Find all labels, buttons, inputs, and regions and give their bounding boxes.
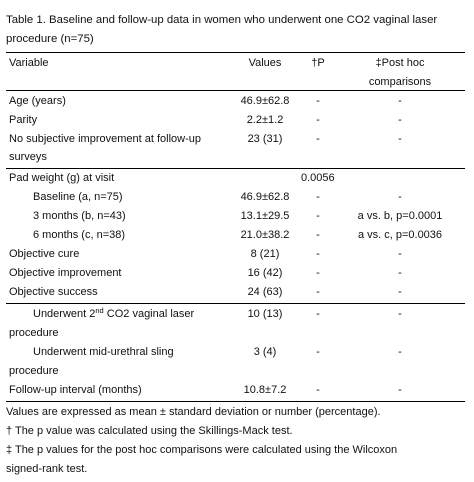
- row-pad-weight-label: Pad weight (g) at visit: [9, 172, 115, 184]
- row-sling-label-1: Underwent mid-urethral sling: [33, 346, 174, 358]
- row-age-label: Age (years): [9, 95, 66, 107]
- row-obj-improvement-posthoc: -: [398, 267, 402, 279]
- row-parity-label: Parity: [9, 114, 38, 126]
- row-6months-p: -: [316, 229, 320, 241]
- row-second-laser-label-2: procedure: [9, 327, 59, 339]
- row-obj-success-p: -: [316, 286, 320, 298]
- row-3months-posthoc: a vs. b, p=0.0001: [357, 210, 443, 222]
- row-age-p: -: [316, 95, 320, 107]
- row-obj-success-label: Objective success: [9, 286, 98, 298]
- row-followup-label: Follow-up interval (months): [9, 384, 142, 396]
- row-second-laser-value: 10 (13): [247, 308, 283, 320]
- row-obj-cure-value: 8 (21): [250, 248, 280, 260]
- row-followup-p: -: [316, 384, 320, 396]
- row-followup-value: 10.8±7.2: [243, 384, 287, 396]
- row-sling-label-2: procedure: [9, 365, 59, 377]
- row-second-laser-label-1: [33, 305, 194, 323]
- caption-line-2: procedure (n=75): [6, 33, 94, 45]
- row-second-laser-p: -: [316, 308, 320, 320]
- row-baseline-p: -: [316, 191, 320, 203]
- header-values: Values: [248, 57, 282, 69]
- row-obj-success-posthoc: -: [398, 286, 402, 298]
- header-posthoc-2: comparisons: [368, 76, 432, 88]
- row-obj-cure-label: Objective cure: [9, 248, 80, 260]
- caption-line-1: Table 1. Baseline and follow-up data in women who underwent one CO2 vaginal laser: [6, 14, 438, 26]
- row-age-posthoc: -: [398, 95, 402, 107]
- row-obj-improvement-label: Objective improvement: [9, 267, 122, 279]
- table-caption: [6, 11, 468, 49]
- row-baseline-posthoc: -: [398, 191, 402, 203]
- header-variable: Variable: [9, 57, 49, 69]
- section-rule-2: [6, 303, 465, 304]
- header-posthoc-1: ‡Post hoc: [375, 57, 425, 69]
- row-parity-posthoc: -: [398, 114, 402, 126]
- row-parity-value: 2.2±1.2: [246, 114, 284, 126]
- footnote-values: Values are expressed as mean ± standard deviation or number (percentage).: [6, 406, 381, 418]
- row-no-improvement-value: 23 (31): [247, 133, 283, 145]
- footnote-dagger: † The p value was calculated using the Skillings-Mack test.: [6, 425, 293, 437]
- row-no-improvement-p: -: [316, 133, 320, 145]
- row-baseline-value: 46.9±62.8: [240, 191, 290, 203]
- header-p: †P: [311, 57, 325, 69]
- row-sling-posthoc: -: [398, 346, 402, 358]
- bottom-rule: [6, 401, 465, 402]
- row-obj-improvement-p: -: [316, 267, 320, 279]
- row-sling-value: 3 (4): [253, 346, 277, 358]
- row-6months-value: 21.0±38.2: [240, 229, 290, 241]
- row-followup-posthoc: -: [398, 384, 402, 396]
- second-laser-label-pre: Underwent 2: [33, 308, 96, 320]
- footnote-ddagger-2: signed-rank test.: [6, 463, 88, 475]
- header-rule: [6, 90, 465, 91]
- row-no-improvement-label-2: surveys: [9, 151, 47, 163]
- row-obj-success-value: 24 (63): [247, 286, 283, 298]
- row-no-improvement-posthoc: -: [398, 133, 402, 145]
- footnote-ddagger-1: ‡ The p values for the post hoc comparisons were calculated using the Wilcoxon: [6, 444, 398, 456]
- footnotes: [6, 403, 468, 479]
- row-parity-p: -: [316, 114, 320, 126]
- row-obj-cure-posthoc: -: [398, 248, 402, 260]
- row-obj-improvement-value: 16 (42): [247, 267, 283, 279]
- row-sling-p: -: [316, 346, 320, 358]
- second-laser-label-post: CO2 vaginal laser: [103, 308, 195, 320]
- row-3months-p: -: [316, 210, 320, 222]
- row-age-value: 46.9±62.8: [240, 95, 290, 107]
- row-second-laser-posthoc: -: [398, 308, 402, 320]
- top-rule: [6, 52, 465, 53]
- row-obj-cure-p: -: [316, 248, 320, 260]
- row-pad-weight-p: 0.0056: [301, 172, 335, 184]
- row-6months-posthoc: a vs. c, p=0.0036: [357, 229, 443, 241]
- row-3months-label: 3 months (b, n=43): [33, 210, 126, 222]
- row-no-improvement-label-1: No subjective improvement at follow-up: [9, 133, 201, 145]
- row-3months-value: 13.1±29.5: [240, 210, 290, 222]
- second-laser-label-sup: nd: [95, 306, 104, 315]
- row-baseline-label: Baseline (a, n=75): [33, 191, 123, 203]
- row-6months-label: 6 months (c, n=38): [33, 229, 126, 241]
